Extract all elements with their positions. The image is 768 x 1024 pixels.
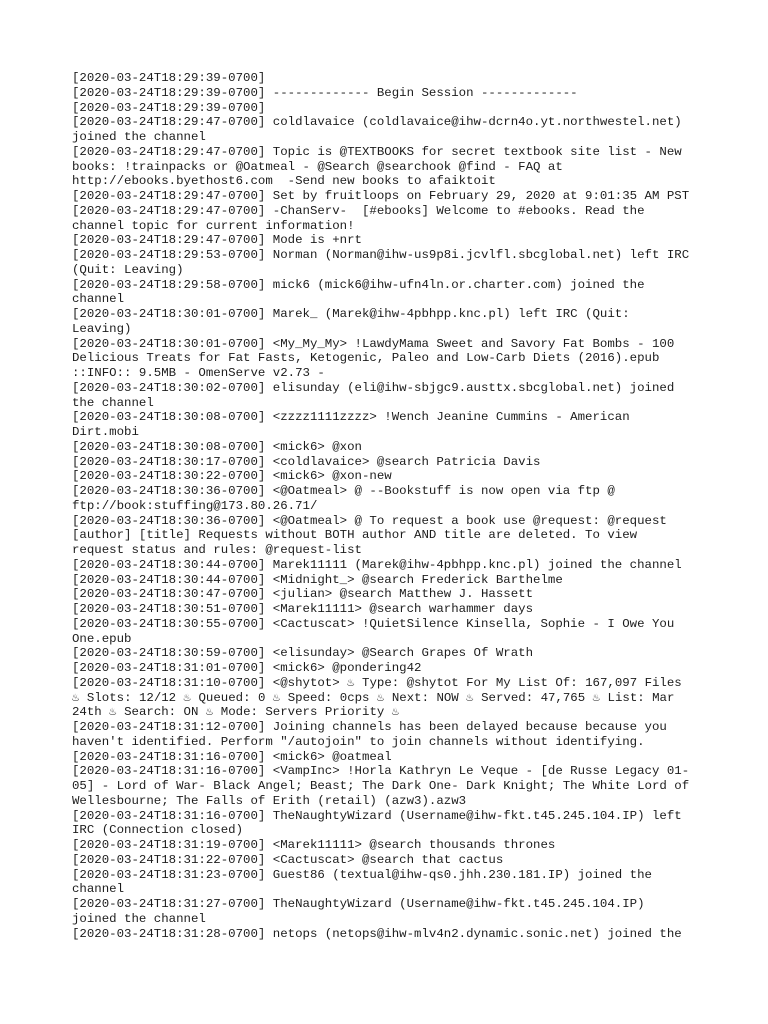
log-line: [2020-03-24T18:31:01-0700] <mick6> @pondering42	[72, 661, 422, 675]
log-line: 05] - Lord of War- Black Angel; Beast; The Dark One- Dark Knight; The White Lord of	[72, 779, 690, 793]
log-line: [2020-03-24T18:31:22-0700] <Cactuscat> @search that cactus	[72, 852, 504, 867]
log-line: channel	[72, 292, 125, 307]
log-line: [2020-03-24T18:30:01-0700] Marek_ (Marek@ihw-4pbhpp.knc.pl) left IRC (Quit:	[72, 307, 630, 321]
log-line: [2020-03-24T18:30:01-0700] <My_My_My> !LawdyMama Sweet and Savory Fat Bombs - 100	[72, 336, 675, 351]
log-line: IRC (Connection closed)	[72, 823, 244, 838]
log-line: [2020-03-24T18:29:47-0700] coldlavaice (coldlavaice@ihw-dcrn4o.yt.northwestel.net)	[72, 115, 682, 130]
log-line: [2020-03-24T18:30:02-0700] elisunday (eli@ihw-sbjgc9.austtx.sbcglobal.net) joined	[72, 380, 675, 395]
log-line: [2020-03-24T18:29:47-0700] Topic is @TEXTBOOKS for secret textbook site list - New	[72, 144, 682, 159]
log-line: [2020-03-24T18:31:27-0700] TheNaughtyWizard (Username@ihw-fkt.t45.245.104.IP)	[72, 897, 645, 911]
log-line: [2020-03-24T18:30:08-0700] <mick6> @xon	[72, 439, 362, 454]
log-line: 24th ♨ Search: ON ♨ Mode: Servers Priority ♨	[72, 705, 400, 720]
log-line: [2020-03-24T18:30:44-0700] Marek11111 (Marek@ihw-4pbhpp.knc.pl) joined the channel	[72, 557, 682, 572]
log-line: [2020-03-24T18:29:47-0700] -ChanServ- [#ebooks] Welcome to #ebooks. Read the	[72, 203, 645, 218]
log-line: [2020-03-24T18:29:47-0700] Set by fruitloops on February 29, 2020 at 9:01:35 AM PST	[72, 189, 690, 203]
log-line: ftp://book:stuffing@173.80.26.71/	[72, 498, 318, 513]
log-line: [2020-03-24T18:30:22-0700] <mick6> @xon-new	[72, 469, 392, 484]
log-line: [2020-03-24T18:30:55-0700] <Cactuscat> !QuietSilence Kinsella, Sophie - I Owe You	[72, 616, 675, 631]
log-line: [2020-03-24T18:31:16-0700] <VampInc> !Horla Kathryn Le Veque - [de Russe Legacy 01-	[72, 764, 690, 779]
log-line: [2020-03-24T18:31:28-0700] netops (netops@ihw-mlv4n2.dynamic.sonic.net) joined the	[72, 926, 682, 941]
log-line: [2020-03-24T18:31:16-0700] TheNaughtyWizard (Username@ihw-fkt.t45.245.104.IP) left	[72, 808, 682, 823]
log-line: request status and rules: @request-list	[72, 543, 362, 557]
log-line: haven't identified. Perform "/autojoin" to join channels without identifying.	[72, 734, 645, 749]
log-line: joined the channel	[72, 130, 206, 144]
log-line: Dirt.mobi	[72, 425, 139, 439]
log-line: http://ebooks.byethost6.com -Send new books to afaiktoit	[72, 174, 496, 189]
log-line: (Quit: Leaving)	[72, 262, 184, 277]
log-line: [2020-03-24T18:31:12-0700] Joining channels has been delayed because because you	[72, 720, 667, 734]
log-line: [2020-03-24T18:30:59-0700] <elisunday> @Search Grapes Of Wrath	[72, 646, 534, 661]
log-line: [2020-03-24T18:30:47-0700] <julian> @search Matthew J. Hassett	[72, 587, 534, 602]
log-line: [2020-03-24T18:31:10-0700] <@shytot> ♨ Type: @shytot For My List Of: 167,097 Files	[72, 675, 682, 690]
log-line: ::INFO:: 9.5MB - OmenServe v2.73 -	[72, 366, 325, 380]
log-line: Delicious Treats for Fat Fasts, Ketogenic, Paleo and Low-Carb Diets (2016).epub	[72, 351, 660, 366]
log-line: the channel	[72, 395, 154, 410]
log-line: [2020-03-24T18:30:36-0700] <@Oatmeal> @ --Bookstuff is now open via ftp @	[72, 484, 615, 498]
log-line: channel topic for current information!	[72, 218, 355, 233]
log-line: [2020-03-24T18:29:39-0700] ------------- Begin Session -------------	[72, 85, 578, 100]
log-line: Wellesbourne; The Falls of Erith (retail) (azw3).azw3	[72, 793, 467, 808]
log-line: joined the channel	[72, 911, 206, 926]
log-line: [2020-03-24T18:29:39-0700]	[72, 100, 266, 115]
log-line: [2020-03-24T18:31:23-0700] Guest86 (textual@ihw-qs0.jhh.230.181.IP) joined the	[72, 867, 652, 882]
log-line: One.epub	[72, 631, 132, 646]
log-line: [2020-03-24T18:29:58-0700] mick6 (mick6@ihw-ufn4ln.or.charter.com) joined the	[72, 277, 645, 292]
log-line: [2020-03-24T18:30:08-0700] <zzzz1111zzzz> !Wench Jeanine Cummins - American	[72, 410, 630, 425]
log-line: [2020-03-24T18:30:44-0700] <Midnight_> @search Frederick Barthelme	[72, 572, 563, 587]
log-line: [2020-03-24T18:30:17-0700] <coldlavaice> @search Patricia Davis	[72, 454, 541, 469]
log-line: [2020-03-24T18:29:39-0700]	[72, 71, 266, 85]
log-line: [2020-03-24T18:29:47-0700] Mode is +nrt	[72, 233, 362, 248]
log-line: [2020-03-24T18:29:53-0700] Norman (Norman@ihw-us9p8i.jcvlfl.sbcglobal.net) left IRC	[72, 248, 690, 262]
log-line: Leaving)	[72, 321, 132, 336]
log-line: [2020-03-24T18:30:51-0700] <Marek11111> @search warhammer days	[72, 602, 534, 616]
chat-log-text	[72, 71, 702, 941]
log-line: [2020-03-24T18:31:16-0700] <mick6> @oatmeal	[72, 749, 392, 764]
log-line: books: !trainpacks or @Oatmeal - @Search @searchook @find - FAQ at	[72, 159, 563, 174]
log-line: [2020-03-24T18:30:36-0700] <@Oatmeal> @ To request a book use @request: @request	[72, 513, 667, 528]
log-line: ♨ Slots: 12/12 ♨ Queued: 0 ♨ Speed: 0cps ♨ Next: NOW ♨ Served: 47,765 ♨ List: Mar	[72, 690, 675, 705]
log-line: [author] [title] Requests without BOTH author AND title are deleted. To view	[72, 528, 638, 543]
log-line: [2020-03-24T18:31:19-0700] <Marek11111> @search thousands thrones	[72, 838, 556, 852]
log-line: channel	[72, 882, 125, 897]
